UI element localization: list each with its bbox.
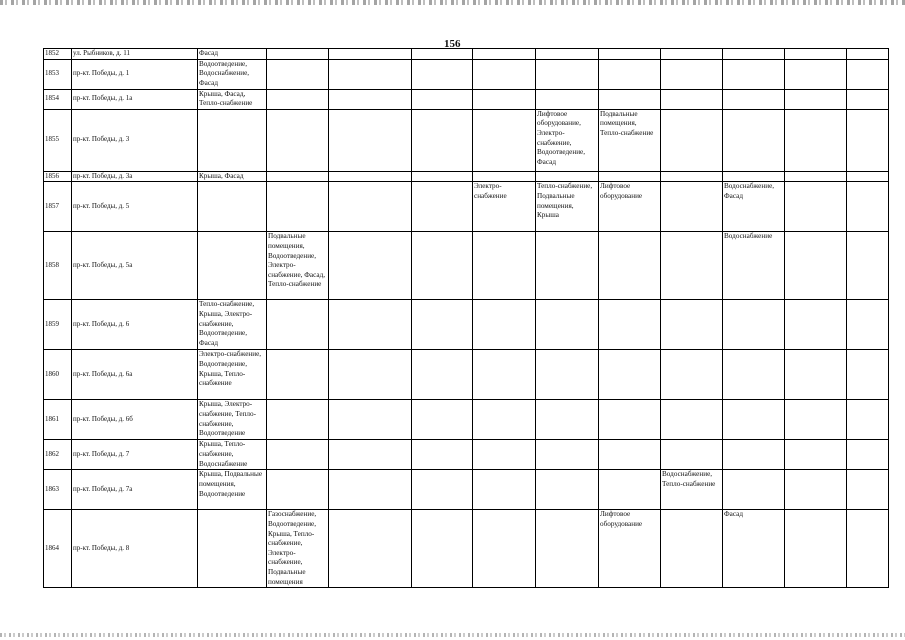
works-cell (412, 171, 473, 182)
works-cell (473, 440, 536, 470)
works-cell (267, 470, 329, 510)
works-cell (785, 59, 847, 89)
table-row (44, 350, 889, 400)
works-cell (847, 350, 889, 400)
address-cell: пр-кт. Победы, д. 8 (72, 510, 198, 588)
works-cell: Водоснабжение, Тепло-снабжение (661, 470, 723, 510)
row-number: 1861 (44, 400, 72, 440)
works-cell (329, 350, 412, 400)
works-cell (412, 350, 473, 400)
row-number: 1862 (44, 440, 72, 470)
works-cell (536, 232, 599, 300)
works-cell: Тепло-снабжение, Подвальные помещения, Крыша (536, 182, 599, 232)
works-cell (847, 300, 889, 350)
table-row (44, 400, 889, 440)
works-cell (267, 400, 329, 440)
works-cell (536, 300, 599, 350)
works-cell (198, 232, 267, 300)
works-cell (473, 109, 536, 171)
works-cell (599, 59, 661, 89)
works-cell (599, 400, 661, 440)
works-cell (599, 171, 661, 182)
works-cell (785, 350, 847, 400)
works-cell (723, 440, 785, 470)
page-number: 156 (444, 38, 461, 50)
address-cell: пр-кт. Победы, д. 7 (72, 440, 198, 470)
works-cell (412, 89, 473, 109)
address-cell: пр-кт. Победы, д. 5 (72, 182, 198, 232)
works-cell (473, 400, 536, 440)
works-cell (198, 182, 267, 232)
works-cell (329, 510, 412, 588)
works-cell (723, 89, 785, 109)
works-cell (599, 350, 661, 400)
works-cell (473, 510, 536, 588)
address-cell: пр-кт. Победы, д. 6б (72, 400, 198, 440)
table-row (44, 182, 889, 232)
works-cell (723, 400, 785, 440)
works-cell (723, 300, 785, 350)
works-cell (412, 510, 473, 588)
works-cell (473, 470, 536, 510)
row-number: 1856 (44, 171, 72, 182)
table-row (44, 49, 889, 60)
works-cell (785, 171, 847, 182)
works-cell (785, 109, 847, 171)
table-row (44, 109, 889, 171)
works-cell (329, 89, 412, 109)
repair-schedule-table (43, 48, 889, 588)
address-cell: пр-кт. Победы, д. 1а (72, 89, 198, 109)
works-cell: Водоснабжение (723, 232, 785, 300)
works-cell (723, 59, 785, 89)
table-row (44, 440, 889, 470)
works-cell (536, 59, 599, 89)
works-cell: Тепло-снабжение, Крыша, Электро-снабжение, Водоотведение, Фасад (198, 300, 267, 350)
works-cell (599, 470, 661, 510)
table-row (44, 510, 889, 588)
works-cell (329, 470, 412, 510)
works-cell (267, 49, 329, 60)
works-cell (785, 440, 847, 470)
works-cell (661, 89, 723, 109)
scan-edge-top (0, 0, 905, 5)
works-cell (599, 89, 661, 109)
works-cell (661, 171, 723, 182)
works-cell (785, 510, 847, 588)
address-cell: пр-кт. Победы, д. 3а (72, 171, 198, 182)
works-cell (847, 400, 889, 440)
works-cell (536, 171, 599, 182)
works-cell: Фасад (198, 49, 267, 60)
row-number: 1858 (44, 232, 72, 300)
works-cell (473, 59, 536, 89)
works-cell (412, 59, 473, 89)
works-cell (661, 49, 723, 60)
works-cell (267, 171, 329, 182)
scan-edge-bottom (0, 633, 905, 637)
table-row (44, 232, 889, 300)
works-cell: Фасад (723, 510, 785, 588)
works-cell (536, 470, 599, 510)
works-cell (412, 400, 473, 440)
works-cell: Крыша, Подвальные помещения, Водоотведение (198, 470, 267, 510)
table-row (44, 171, 889, 182)
table-row (44, 470, 889, 510)
works-cell (785, 300, 847, 350)
works-cell (723, 470, 785, 510)
works-cell (599, 440, 661, 470)
works-cell (785, 182, 847, 232)
works-cell (329, 171, 412, 182)
works-cell (267, 350, 329, 400)
works-cell: Крыша, Фасад, Тепло-снабжение (198, 89, 267, 109)
works-cell (661, 400, 723, 440)
works-cell (599, 232, 661, 300)
row-number: 1857 (44, 182, 72, 232)
works-cell: Электро-снабжение, Водоотведение, Крыша, Тепло-снабжение (198, 350, 267, 400)
works-cell (329, 232, 412, 300)
works-cell (847, 171, 889, 182)
address-cell: пр-кт. Победы, д. 1 (72, 59, 198, 89)
address-cell: пр-кт. Победы, д. 5а (72, 232, 198, 300)
works-cell (198, 109, 267, 171)
row-number: 1854 (44, 89, 72, 109)
works-cell (267, 182, 329, 232)
works-cell (412, 182, 473, 232)
works-cell (661, 440, 723, 470)
works-cell (847, 232, 889, 300)
works-cell (473, 300, 536, 350)
works-cell (329, 440, 412, 470)
works-cell (536, 89, 599, 109)
works-cell (847, 182, 889, 232)
works-cell (267, 440, 329, 470)
works-cell: Крыша, Фасад (198, 171, 267, 182)
works-cell (847, 510, 889, 588)
works-cell (329, 59, 412, 89)
works-cell (473, 350, 536, 400)
works-cell (329, 400, 412, 440)
works-cell: Крыша, Тепло-снабжение, Водоснабжение (198, 440, 267, 470)
row-number: 1859 (44, 300, 72, 350)
address-cell: пр-кт. Победы, д. 3 (72, 109, 198, 171)
works-cell: Подвальные помещения, Водоотведение, Электро-снабжение, Фасад, Тепло-снабжение (267, 232, 329, 300)
works-cell (412, 232, 473, 300)
works-cell (785, 232, 847, 300)
works-cell (412, 300, 473, 350)
works-cell (785, 400, 847, 440)
address-cell: пр-кт. Победы, д. 6 (72, 300, 198, 350)
works-cell (661, 350, 723, 400)
works-cell (412, 440, 473, 470)
works-cell: Подвальные помещения, Тепло-снабжение (599, 109, 661, 171)
works-cell (723, 49, 785, 60)
works-cell (536, 49, 599, 60)
works-cell: Водоснабжение, Фасад (723, 182, 785, 232)
works-cell (661, 109, 723, 171)
works-cell (329, 300, 412, 350)
row-number: 1864 (44, 510, 72, 588)
works-cell (329, 109, 412, 171)
works-cell (847, 49, 889, 60)
row-number: 1852 (44, 49, 72, 60)
works-cell (536, 510, 599, 588)
works-cell: Лифтовое оборудование (599, 510, 661, 588)
works-cell (661, 300, 723, 350)
works-cell (661, 510, 723, 588)
works-cell (785, 470, 847, 510)
works-cell (412, 49, 473, 60)
row-number: 1863 (44, 470, 72, 510)
works-cell (267, 109, 329, 171)
works-cell (723, 171, 785, 182)
works-cell: Лифтовое оборудование, Электро-снабжение, Водоотведение, Фасад (536, 109, 599, 171)
works-cell: Газоснабжение, Водоотведение, Крыша, Тепло-снабжение, Электро-снабжение, Подвальные помещения (267, 510, 329, 588)
works-cell: Водоотведение, Водоснабжение, Фасад (198, 59, 267, 89)
works-cell (412, 109, 473, 171)
works-cell (267, 300, 329, 350)
table-row (44, 89, 889, 109)
address-cell: пр-кт. Победы, д. 6а (72, 350, 198, 400)
works-cell (536, 440, 599, 470)
works-cell (536, 350, 599, 400)
works-cell (847, 440, 889, 470)
row-number: 1855 (44, 109, 72, 171)
works-cell (723, 109, 785, 171)
works-cell (329, 182, 412, 232)
works-cell (198, 510, 267, 588)
table-row (44, 59, 889, 89)
works-cell (267, 59, 329, 89)
works-cell (661, 232, 723, 300)
works-cell (847, 59, 889, 89)
works-cell (847, 109, 889, 171)
table-row (44, 300, 889, 350)
works-cell: Электро-снабжение (473, 182, 536, 232)
address-cell: ул. Рыбников, д. 11 (72, 49, 198, 60)
works-cell (536, 400, 599, 440)
works-cell: Лифтовое оборудование (599, 182, 661, 232)
works-cell (473, 49, 536, 60)
row-number: 1853 (44, 59, 72, 89)
works-cell (661, 182, 723, 232)
works-cell (599, 49, 661, 60)
works-cell (412, 470, 473, 510)
works-cell (599, 300, 661, 350)
works-cell (267, 89, 329, 109)
works-cell (473, 89, 536, 109)
works-cell (847, 470, 889, 510)
works-cell (785, 89, 847, 109)
works-cell (723, 350, 785, 400)
works-cell (661, 59, 723, 89)
works-cell (473, 232, 536, 300)
works-cell (847, 89, 889, 109)
row-number: 1860 (44, 350, 72, 400)
address-cell: пр-кт. Победы, д. 7а (72, 470, 198, 510)
works-cell (473, 171, 536, 182)
works-cell: Крыша, Электро-снабжение, Тепло-снабжение, Водоотведение (198, 400, 267, 440)
works-cell (785, 49, 847, 60)
works-cell (329, 49, 412, 60)
